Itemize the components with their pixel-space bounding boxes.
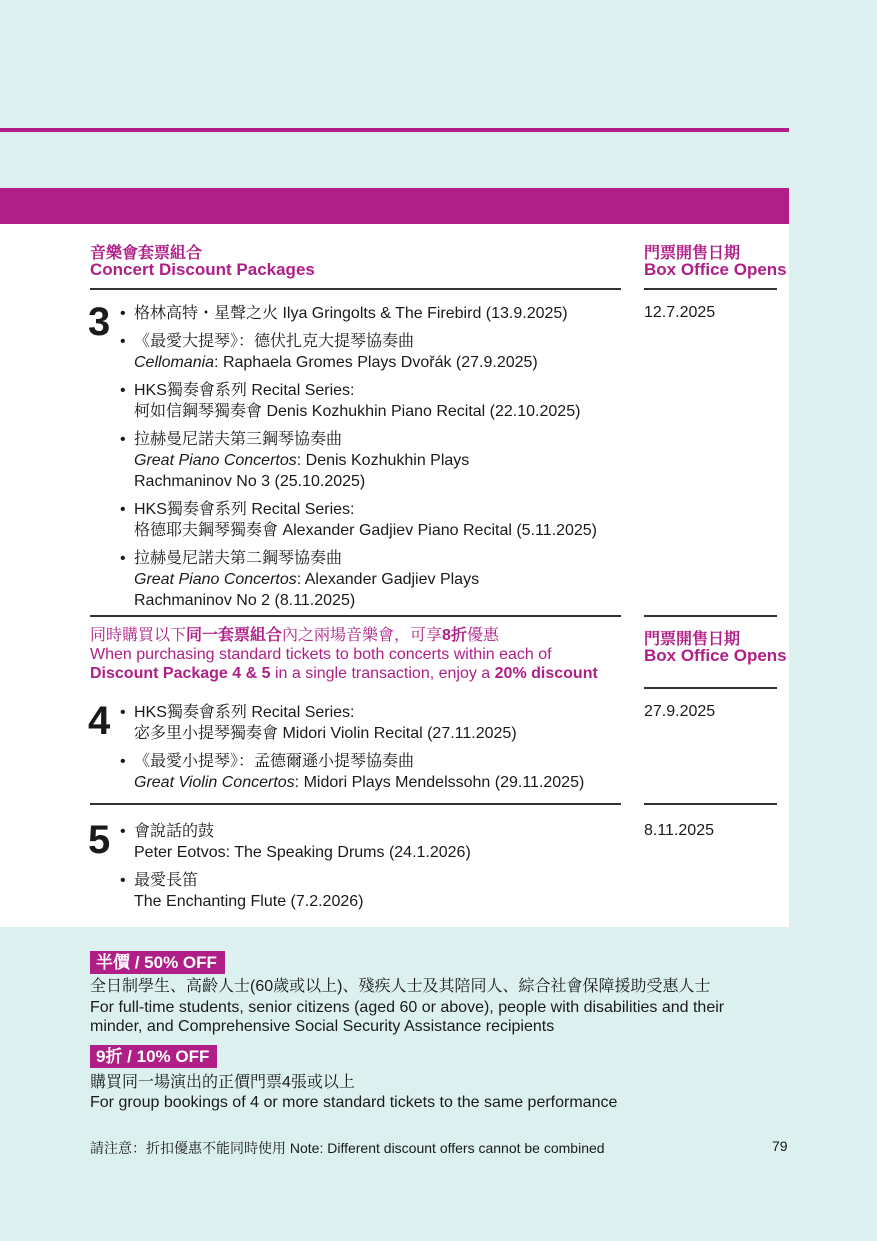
concert-item xyxy=(120,303,620,324)
group-discount-en: For group bookings of 4 or more standard tickets to the same performance xyxy=(90,1094,618,1111)
concert-title-en: Great Piano Concertos: Denis Kozhukhin Plays xyxy=(134,452,470,469)
note-en-1: When purchasing standard tickets to both concerts within each of xyxy=(90,646,552,663)
concert-title-en: Great Violin Concertos: Midori Plays Mendelssohn (29.11.2025) xyxy=(134,774,585,791)
concert-title-en-cont: Rachmaninov No 3 (25.10.2025) xyxy=(134,473,366,490)
note-zh: 同時購買以下同一套票組合內之兩場音樂會，可享8折優惠 xyxy=(90,627,499,644)
concert-title-en-cont: Rachmaninov No 2 (8.11.2025) xyxy=(134,592,356,609)
concert-title: 柯如信鋼琴獨奏會 Denis Kozhukhin Piano Recital (22.10.2025) xyxy=(134,403,581,420)
series-label: • HKS獨奏會系列 Recital Series: xyxy=(134,501,355,518)
divider xyxy=(90,803,621,805)
packages-heading-en: Concert Discount Packages xyxy=(90,260,315,279)
concert-title-zh: • 會說話的鼓 xyxy=(134,823,215,840)
package-number: 3 xyxy=(88,300,111,344)
concert-item xyxy=(120,499,620,541)
concert-title-zh: • 《最愛大提琴》：德伏扎克大提琴協奏曲 xyxy=(134,333,415,350)
divider xyxy=(90,615,621,617)
package-discount-note xyxy=(90,626,630,683)
half-price-badge: 半價 / 50% OFF xyxy=(90,951,225,974)
header-band xyxy=(0,188,789,224)
concert-title-zh: • 最愛長笛 xyxy=(134,872,199,889)
packages-heading-zh: 音樂會套票組合 xyxy=(90,245,203,262)
concert-item xyxy=(120,751,620,793)
box-office-heading-en: Box Office Opens xyxy=(644,260,787,279)
series-label: • HKS獨奏會系列 Recital Series: xyxy=(134,382,355,399)
top-accent-rule xyxy=(0,128,789,132)
package-5-concert-list xyxy=(120,821,620,919)
concert-item xyxy=(120,429,620,492)
concert-title-zh: • 拉赫曼尼諾夫第二鋼琴協奏曲 xyxy=(134,550,343,567)
divider xyxy=(90,288,621,290)
package-4-concert-list xyxy=(120,702,620,800)
note-en-2: Discount Package 4 & 5 in a single transaction, enjoy a 20% discount xyxy=(90,665,598,682)
box-office-date: 27.9.2025 xyxy=(644,703,716,720)
page-number: 79 xyxy=(772,1138,788,1154)
divider xyxy=(644,687,777,689)
divider xyxy=(644,803,777,805)
concert-title-zh: • 《最愛小提琴》：孟德爾遜小提琴協奏曲 xyxy=(134,753,415,770)
package-3-concert-list xyxy=(120,303,620,618)
divider xyxy=(644,615,777,617)
concert-item xyxy=(120,821,620,863)
box-office-heading-zh: 門票開售日期 xyxy=(644,245,741,262)
concert-title-en: The Enchanting Flute (7.2.2026) xyxy=(134,893,364,910)
series-label: • HKS獨奏會系列 Recital Series: xyxy=(134,704,355,721)
concert-title: 宓多里小提琴獨奏會 Midori Violin Recital (27.11.2025) xyxy=(134,725,517,742)
concert-item xyxy=(120,380,620,422)
half-price-eligibility-en-1: For full-time students, senior citizens (aged 60 or above), people with disabilities and their xyxy=(90,999,725,1016)
half-price-eligibility-en-2: minder, and Comprehensive Social Security Assistance recipients xyxy=(90,1018,555,1035)
divider xyxy=(644,288,777,290)
box-office-heading-zh: 門票開售日期 xyxy=(644,631,741,648)
box-office-heading-en: Box Office Opens xyxy=(644,646,787,665)
concert-item xyxy=(120,702,620,744)
concert-title-en: Great Piano Concertos: Alexander Gadjiev Plays xyxy=(134,571,480,588)
concert-title-en: Cellomania: Raphaela Gromes Plays Dvořák (27.9.2025) xyxy=(134,354,538,371)
box-office-date: 8.11.2025 xyxy=(644,822,714,839)
box-office-date: 12.7.2025 xyxy=(644,304,716,321)
discount-footnote: 請注意：折扣優惠不能同時使用 Note: Different discount offers cannot be combined xyxy=(90,1140,605,1156)
concert-title-en: Peter Eotvos: The Speaking Drums (24.1.2026) xyxy=(134,844,471,861)
concert-title-zh: • 拉赫曼尼諾夫第三鋼琴協奏曲 xyxy=(134,431,343,448)
group-discount-zh: 購買同一場演出的正價門票4張或以上 xyxy=(90,1074,355,1091)
concert-item xyxy=(120,548,620,611)
package-number: 5 xyxy=(88,818,111,862)
concert-item xyxy=(120,331,620,373)
package-number: 4 xyxy=(88,699,111,743)
concert-title: 格德耶夫鋼琴獨奏會 Alexander Gadjiev Piano Recital (5.11.2025) xyxy=(134,522,598,539)
concert-title: • 格林高特・星聲之火 Ilya Gringolts & The Firebird (13.9.2025) xyxy=(134,305,568,322)
concert-item xyxy=(120,870,620,912)
half-price-eligibility-zh: 全日制學生、高齡人士(60歲或以上)、殘疾人士及其陪同人、綜合社會保障援助受惠人士 xyxy=(90,978,711,995)
group-discount-badge: 9折 / 10% OFF xyxy=(90,1045,217,1068)
